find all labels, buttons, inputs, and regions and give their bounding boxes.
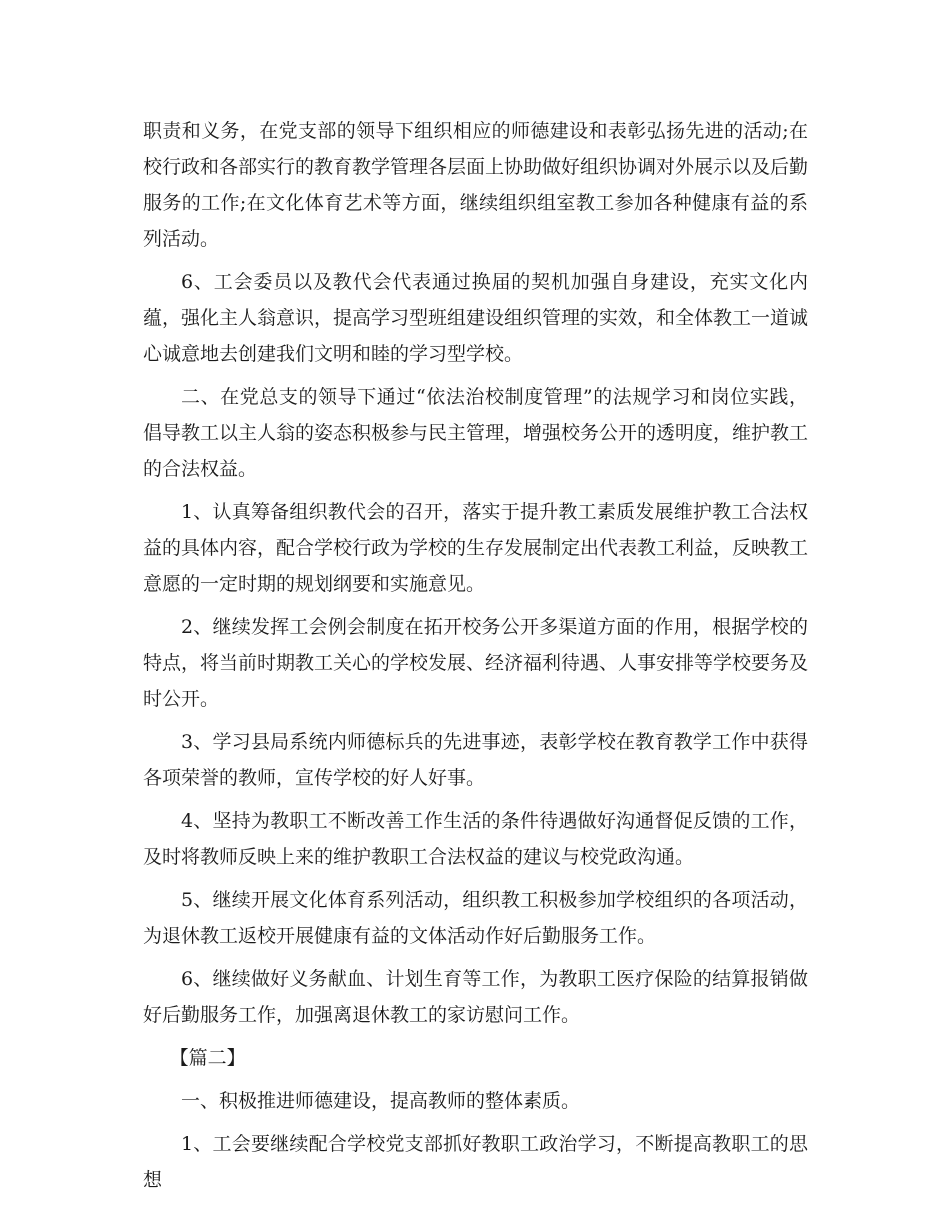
section-heading-part-two: 【篇二】 [169,1047,246,1069]
paragraph-item-1: 1、认真筹备组织教代会的召开，落实于提升教工素质发展维护教工合法权益的具体内容，配合学校行政为学校的生存发展制定出代表教工利益，反映教工意愿的一定时期的规划纲要和实施意见。 [143,501,809,595]
paragraph-item-5: 5、继续开展文化体育系列活动，组织教工积极参加学校组织的各项活动，为退休教工返校开展健康有益的文体活动作好后勤服务工作。 [143,889,808,947]
paragraph-section-two: 二、在党总支的领导下通过“依法治校制度管理”的法规学习和岗位实践，倡导教工以主人翁的姿态积极参与民主管理，增强校务公开的透明度，维护教工的合法权益。 [143,386,809,480]
paragraph-duties: 职责和义务，在党支部的领导下组织相应的师德建设和表彰弘扬先进的活动;在校行政和各部实行的教育教学管理各层面上协助做好组织协调对外展示以及后勤服务的工作;在文化体育艺术等方面，继续组织组室教工参加各种健康有益的系列活动。 [143,120,809,250]
paragraph-part-two-heading-one: 一、积极推进师德建设，提高教师的整体素质。 [181,1090,581,1112]
paragraph-item-6-committee: 6、工会委员以及教代会代表通过换届的契机加强自身建设，充实文化内蕴，强化主人翁意识，提高学习型班组建设组织管理的实效，和全体教工一道诚心诚意地去创建我们文明和睦的学习型学校。 [143,271,809,365]
paragraph-item-6: 6、继续做好义务献血、计划生育等工作，为教职工医疗保险的结算报销做好后勤服务工作，加强离退休教工的家访慰问工作。 [143,968,808,1026]
paragraph-item-4: 4、坚持为教职工不断改善工作生活的条件待遇做好沟通督促反馈的工作，及时将教师反映上来的维护教职工合法权益的建议与校党政沟通。 [143,810,808,868]
document-body [143,113,808,1205]
paragraph-item-2: 2、继续发挥工会例会制度在拓开校务公开多渠道方面的作用，根据学校的特点，将当前时期教工关心的学校发展、经济福利待遇、人事安排等学校要务及时公开。 [143,616,809,710]
paragraph-item-3: 3、学习县局系统内师德标兵的先进事迹，表彰学校在教育教学工作中获得各项荣誉的教师，宣传学校的好人好事。 [143,731,808,789]
paragraph-part-two-item-1: 1、工会要继续配合学校党支部抓好教职工政治学习，不断提高教职工的思想 [143,1133,808,1191]
